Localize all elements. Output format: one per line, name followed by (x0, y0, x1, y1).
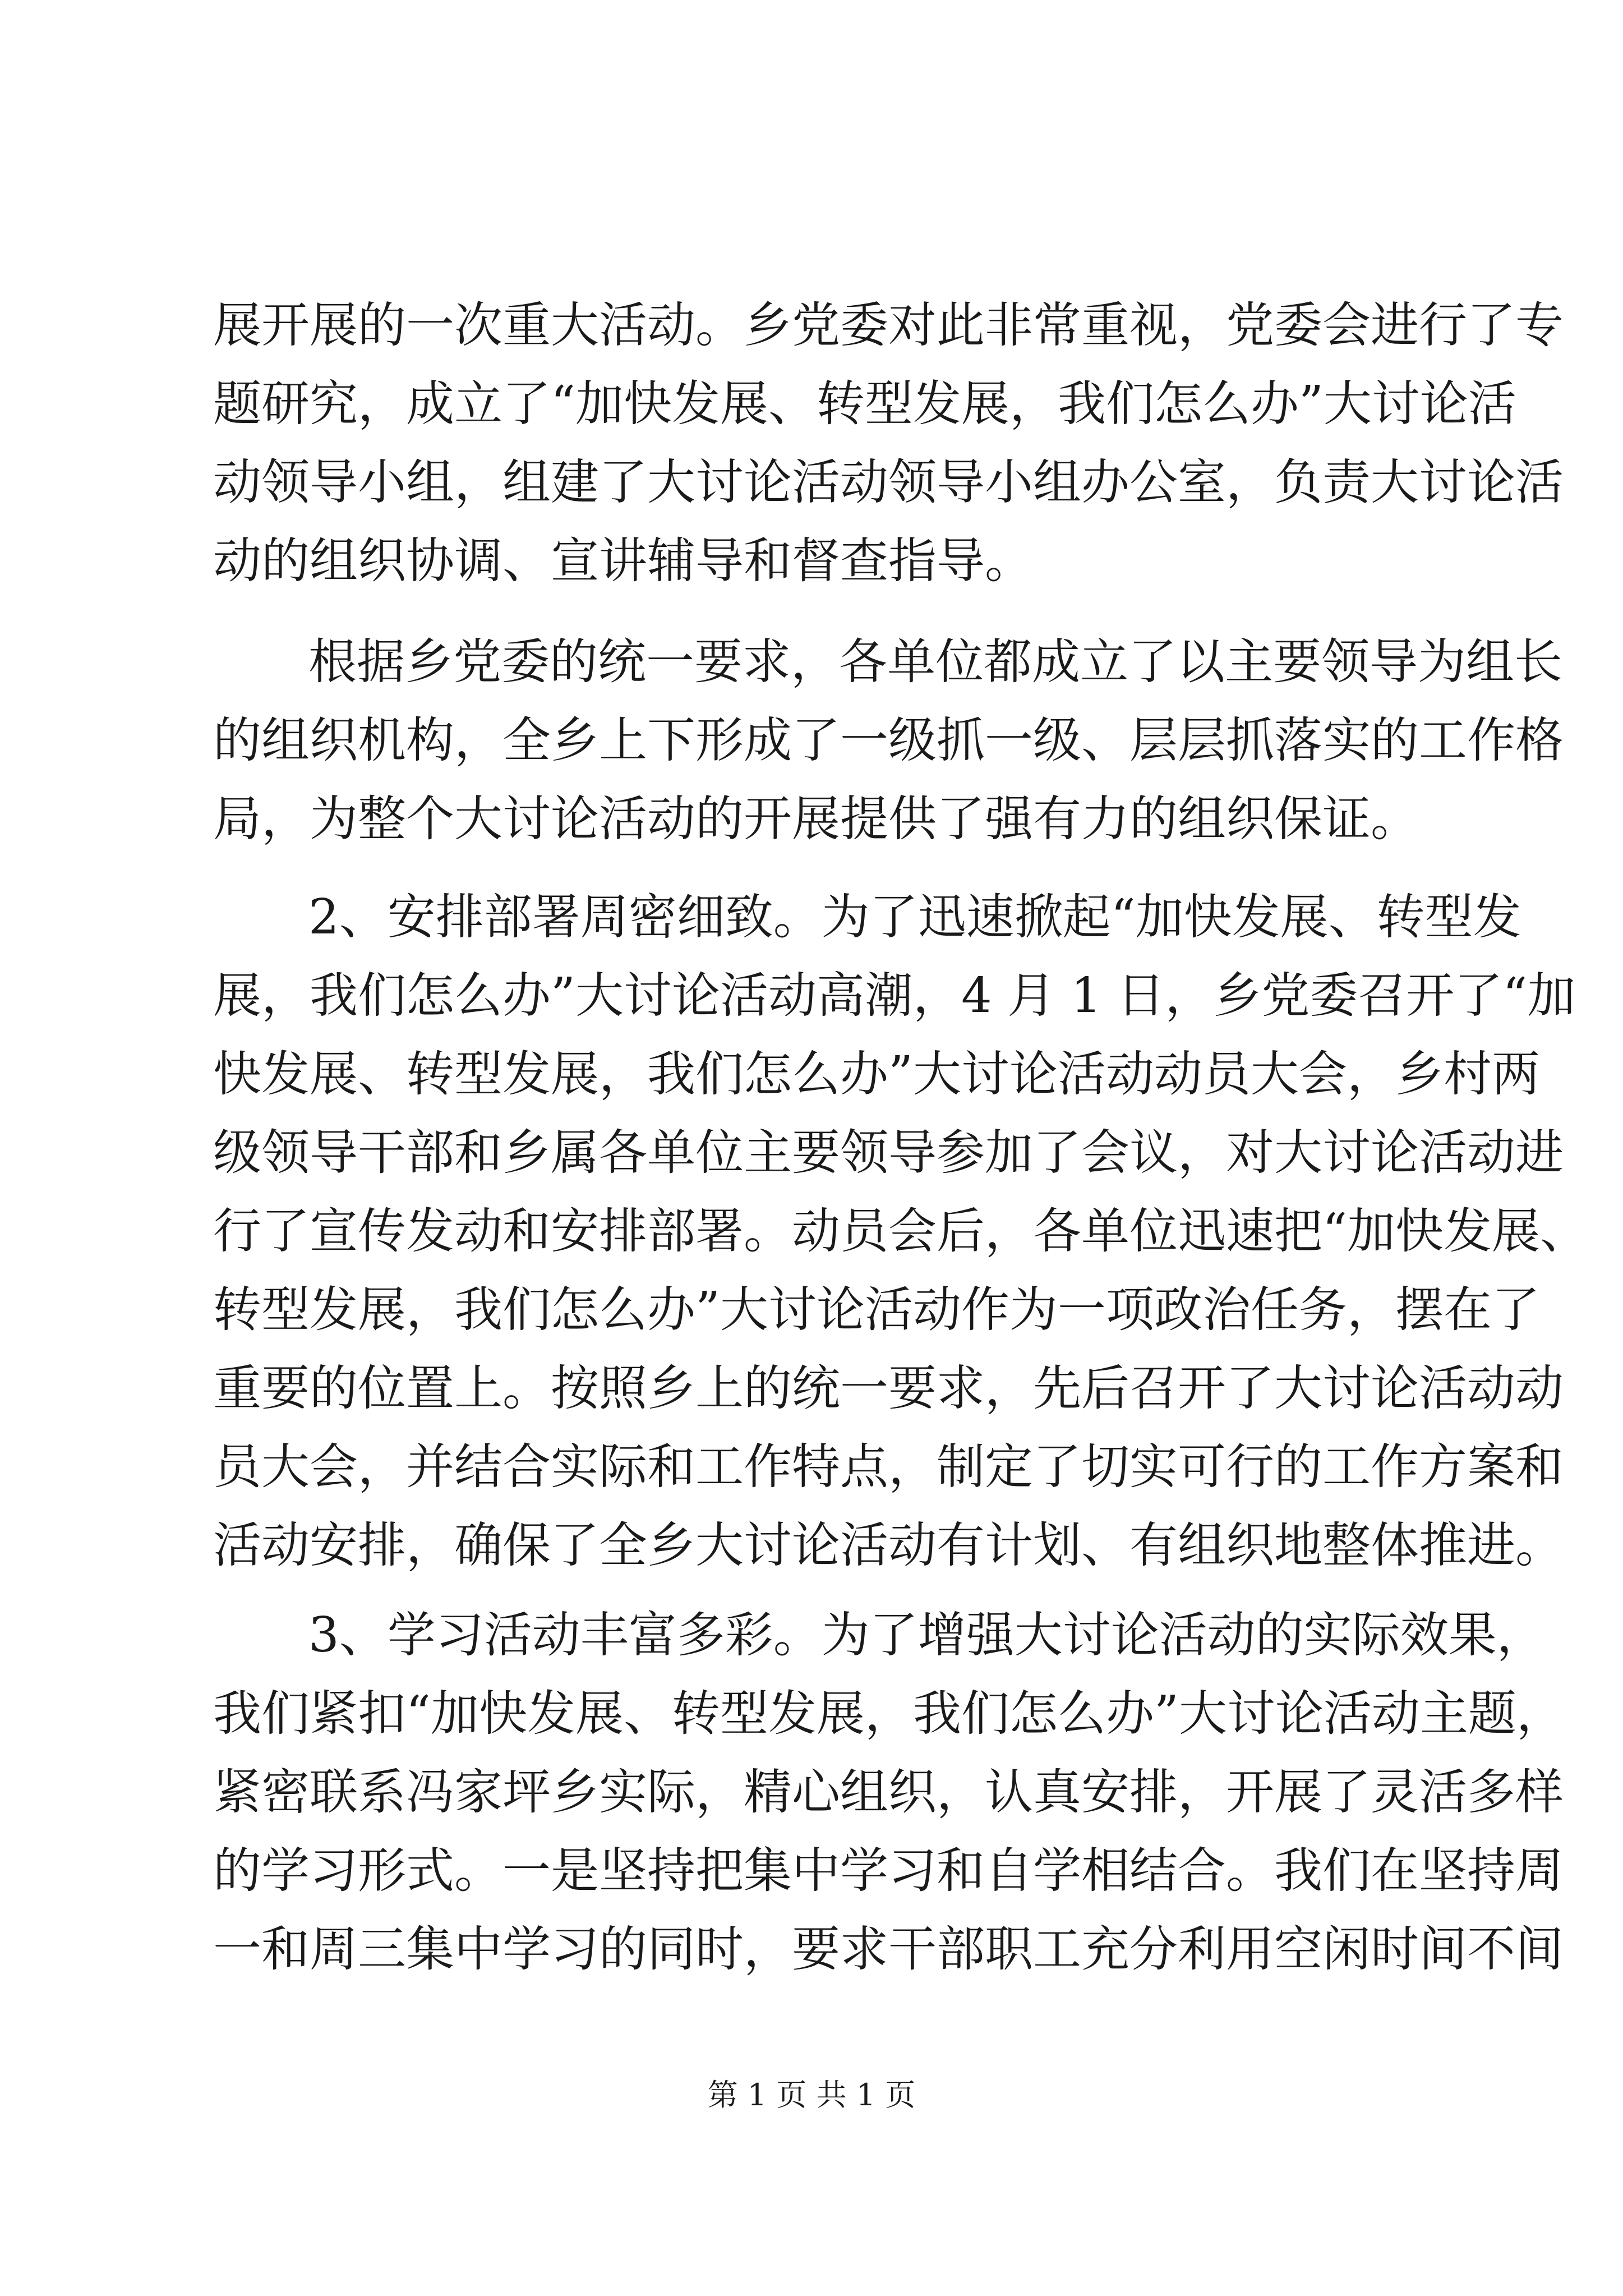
text-line: 我们紧扣“加快发展、转型发展，我们怎么办”大讨论活动主题， (213, 1686, 1565, 1742)
text-line: 转型发展，我们怎么办”大讨论活动作为一项政治任务，摆在了 (213, 1282, 1540, 1338)
text-line: 活动安排，确保了全乡大讨论活动有计划、有组织地整体推进。 (213, 1517, 1564, 1573)
text-line: 3、学习活动丰富多彩。为了增强大讨论活动的实际效果， (308, 1607, 1545, 1663)
text-line: 展开展的一次重大活动。乡党委对此非常重视，党委会进行了专 (213, 297, 1564, 353)
text-line: 员大会，并结合实际和工作特点，制定了切实可行的工作方案和 (213, 1439, 1564, 1495)
text-line: 级领导干部和乡属各单位主要领导参加了会议，对大讨论活动进 (213, 1125, 1564, 1181)
text-line: 题研究，成立了“加快发展、转型发展，我们怎么办”大讨论活 (213, 376, 1516, 432)
text-line: 展，我们怎么办”大讨论活动高潮，4 月 1 日，乡党委召开了“加 (213, 968, 1576, 1024)
text-line: 动的组织协调、宣讲辅导和督查指导。 (213, 533, 1033, 589)
text-line: 快发展、转型发展，我们怎么办”大讨论活动动员大会，乡村两 (213, 1046, 1540, 1102)
text-line: 一和周三集中学习的同时，要求干部职工充分利用空闲时间不间 (213, 1921, 1564, 1977)
text-line: 紧密联系冯家坪乡实际，精心组织，认真安排，开展了灵活多样 (213, 1764, 1564, 1820)
text-line: 根据乡党委的统一要求，各单位都成立了以主要领导为组长 (308, 634, 1562, 690)
text-line: 重要的位置上。按照乡上的统一要求，先后召开了大讨论活动动 (213, 1360, 1564, 1416)
text-line: 行了宣传发动和安排部署。动员会后，各单位迅速把“加快发展、 (213, 1203, 1588, 1259)
page-number-footer: 第 1 页 共 1 页 (707, 2077, 916, 2113)
text-line: 的组织机构，全乡上下形成了一级抓一级、层层抓落实的工作格 (213, 712, 1564, 769)
text-line: 的学习形式。一是坚持把集中学习和自学相结合。我们在坚持周 (213, 1843, 1564, 1899)
text-line: 2、安排部署周密细致。为了迅速掀起“加快发展、转型发 (308, 889, 1521, 945)
text-line: 局，为整个大讨论活动的开展提供了强有力的组织保证。 (213, 791, 1419, 847)
text-line: 动领导小组，组建了大讨论活动领导小组办公室，负责大讨论活 (213, 454, 1564, 510)
